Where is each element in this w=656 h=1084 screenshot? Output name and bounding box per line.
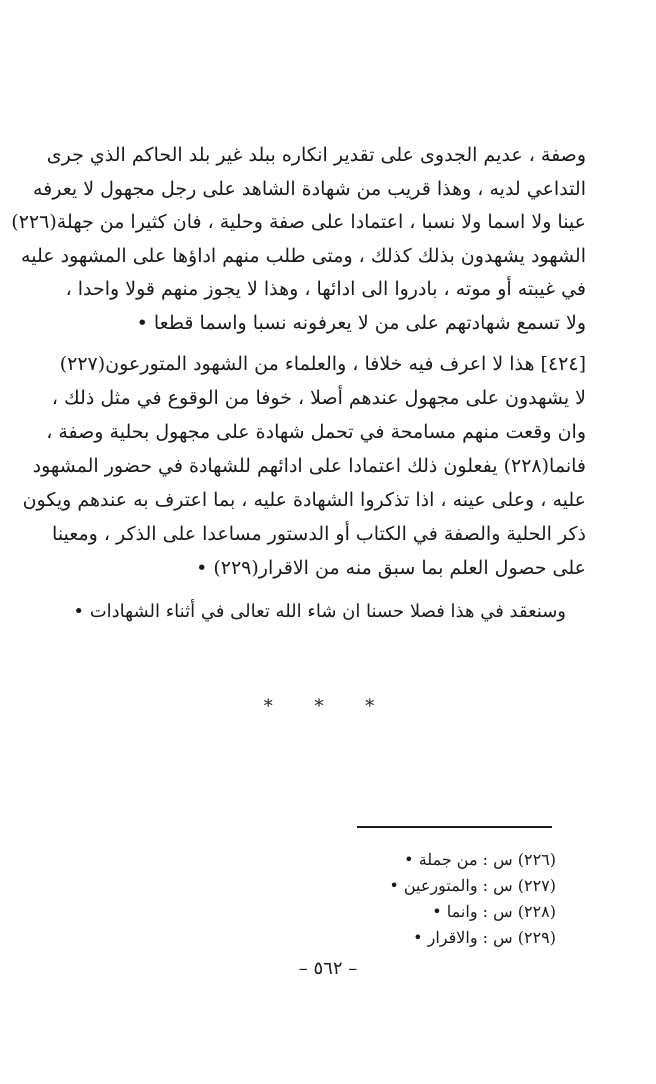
text-line: لا يشهدون على مجهول عندهم أصلا ، خوفا من الوقوع في مثل ذلك ، <box>51 387 586 409</box>
section-separator: * * * <box>263 696 393 717</box>
footnote: (٢٢٩) س : والاقرار • <box>413 928 556 947</box>
text-line: وان وقعت منهم مسامحة في تحمل شهادة على مجهول بحلية وصفة ، <box>46 421 586 443</box>
text-line: عليه ، وعلى عينه ، اذا تذكروا الشهادة عليه ، بما اعترف به عندهم ويكون <box>22 489 586 511</box>
footnote: (٢٢٨) س : وانما • <box>432 902 556 921</box>
text-line: التداعي لديه ، وهذا قريب من شهادة الشاهد على رجل مجهول لا يعرفه <box>33 178 586 200</box>
text-line: ولا تسمع شهادتهم على من لا يعرفونه نسبا واسما قطعا • <box>136 312 586 334</box>
page-number: – ٥٦٢ – <box>298 958 358 979</box>
section-start-line: [٤٢٤] هذا لا اعرف فيه خلافا ، والعلماء من الشهود المتورعون(٢٢٧) <box>59 353 586 375</box>
text-line: على حصول العلم بما سبق منه من الاقرار(٢٢٩) • <box>196 557 586 579</box>
footnote-rule <box>357 826 552 828</box>
text-line: عينا ولا اسما ولا نسبا ، اعتمادا على صفة وحلية ، فان كثيرا من جهلة(٢٢٦) <box>11 211 586 233</box>
text-line: وصفة ، عديم الجدوى على تقدير انكاره ببلد غير بلد الحاكم الذي جرى <box>46 144 586 166</box>
text-line: الشهود يشهدون بذلك كذلك ، ومتى طلب منهم اداؤها على المشهود عليه <box>21 245 586 267</box>
text-line: ذكر الحلية والصفة في الكتاب أو الدستور مساعدا على الذكر ، ومعينا <box>52 523 586 545</box>
text-line: في غيبته أو موته ، بادروا الى ادائها ، وهذا لا يجوز منهم قولا واحدا ، <box>65 278 586 300</box>
closing-paragraph: وسنعقد في هذا فصلا حسنا ان شاء الله تعالى في أثناء الشهادات • <box>73 601 566 622</box>
text-line: فانما(٢٢٨) يفعلون ذلك اعتمادا على ادائهم للشهادة في حضور المشهود <box>32 455 586 477</box>
footnote: (٢٢٦) س : من جملة • <box>404 850 556 869</box>
footnote: (٢٢٧) س : والمتورعين • <box>389 876 556 895</box>
